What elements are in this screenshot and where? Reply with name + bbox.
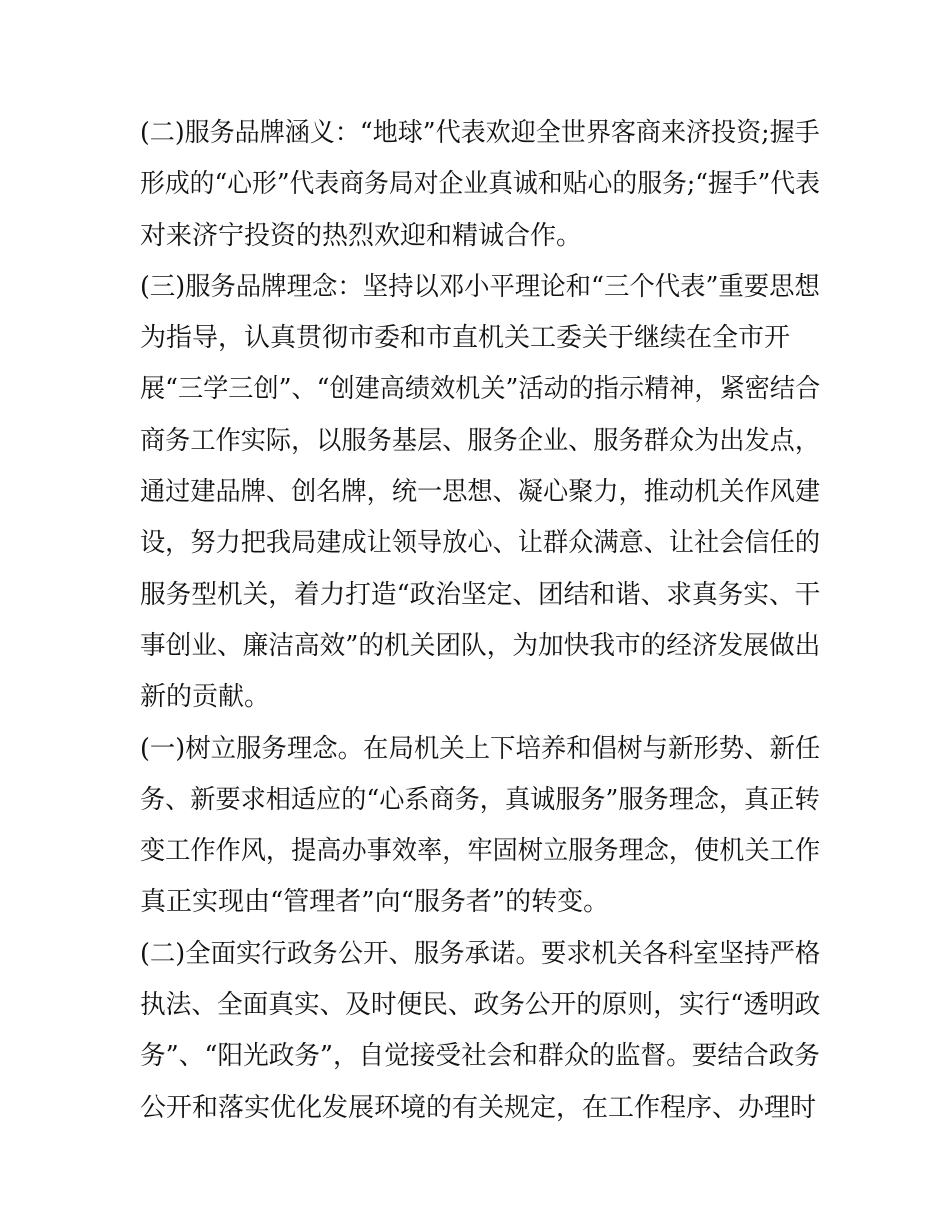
text-line: 设，努力把我局建成让领导放心、让群众满意、让社会信任的: [140, 528, 821, 559]
text-line: 通过建品牌、创名牌，统一思想、凝心聚力，推动机关作风建: [140, 477, 821, 508]
text-line: (二)全面实行政务公开、服务承诺。要求机关各科室坚持严格: [140, 938, 821, 969]
text-line: 真正实现由“管理者”向“服务者”的转变。: [140, 887, 610, 918]
text-line: 对来济宁投资的热烈欢迎和精诚合作。: [140, 220, 583, 251]
text-line: (一)树立服务理念。在局机关上下培养和倡树与新形势、新任: [140, 733, 821, 764]
document-body: [140, 108, 820, 1134]
text-line: 展“三学三创”、“创建高绩效机关”活动的指示精神，紧密结合: [140, 374, 821, 405]
text-line: 执法、全面真实、及时便民、政务公开的原则，实行“透明政: [140, 990, 821, 1021]
text-line: 务”、“阳光政务”，自觉接受社会和群众的监督。要结合政务: [140, 1041, 820, 1072]
text-line: 公开和落实优化发展环境的有关规定，在工作程序、办理时: [140, 1092, 817, 1123]
text-line: 事创业、廉洁高效”的机关团队，为加快我市的经济发展做出: [140, 630, 821, 661]
text-line: 商务工作实际，以服务基层、服务企业、服务群众为出发点，: [140, 425, 821, 456]
text-line: 服务型机关，着力打造“政治坚定、团结和谐、求真务实、干: [140, 579, 821, 610]
text-line: 务、新要求相适应的“心系商务，真诚服务”服务理念，真正转: [140, 784, 820, 815]
text-line: (二)服务品牌涵义：“地球”代表欢迎全世界客商来济投资;握手: [140, 118, 820, 148]
text-line: 形成的“心形”代表商务局对企业真诚和贴心的服务;“握手”代表: [140, 169, 820, 200]
text-line: 为指导，认真贯彻市委和市直机关工委关于继续在全市开: [140, 323, 791, 354]
text-line: 新的贡献。: [140, 682, 271, 713]
text-line: (三)服务品牌理念：坚持以邓小平理论和“三个代表”重要思想: [140, 271, 820, 302]
text-line: 变工作作风，提高办事效率，牢固树立服务理念，使机关工作: [140, 836, 821, 867]
